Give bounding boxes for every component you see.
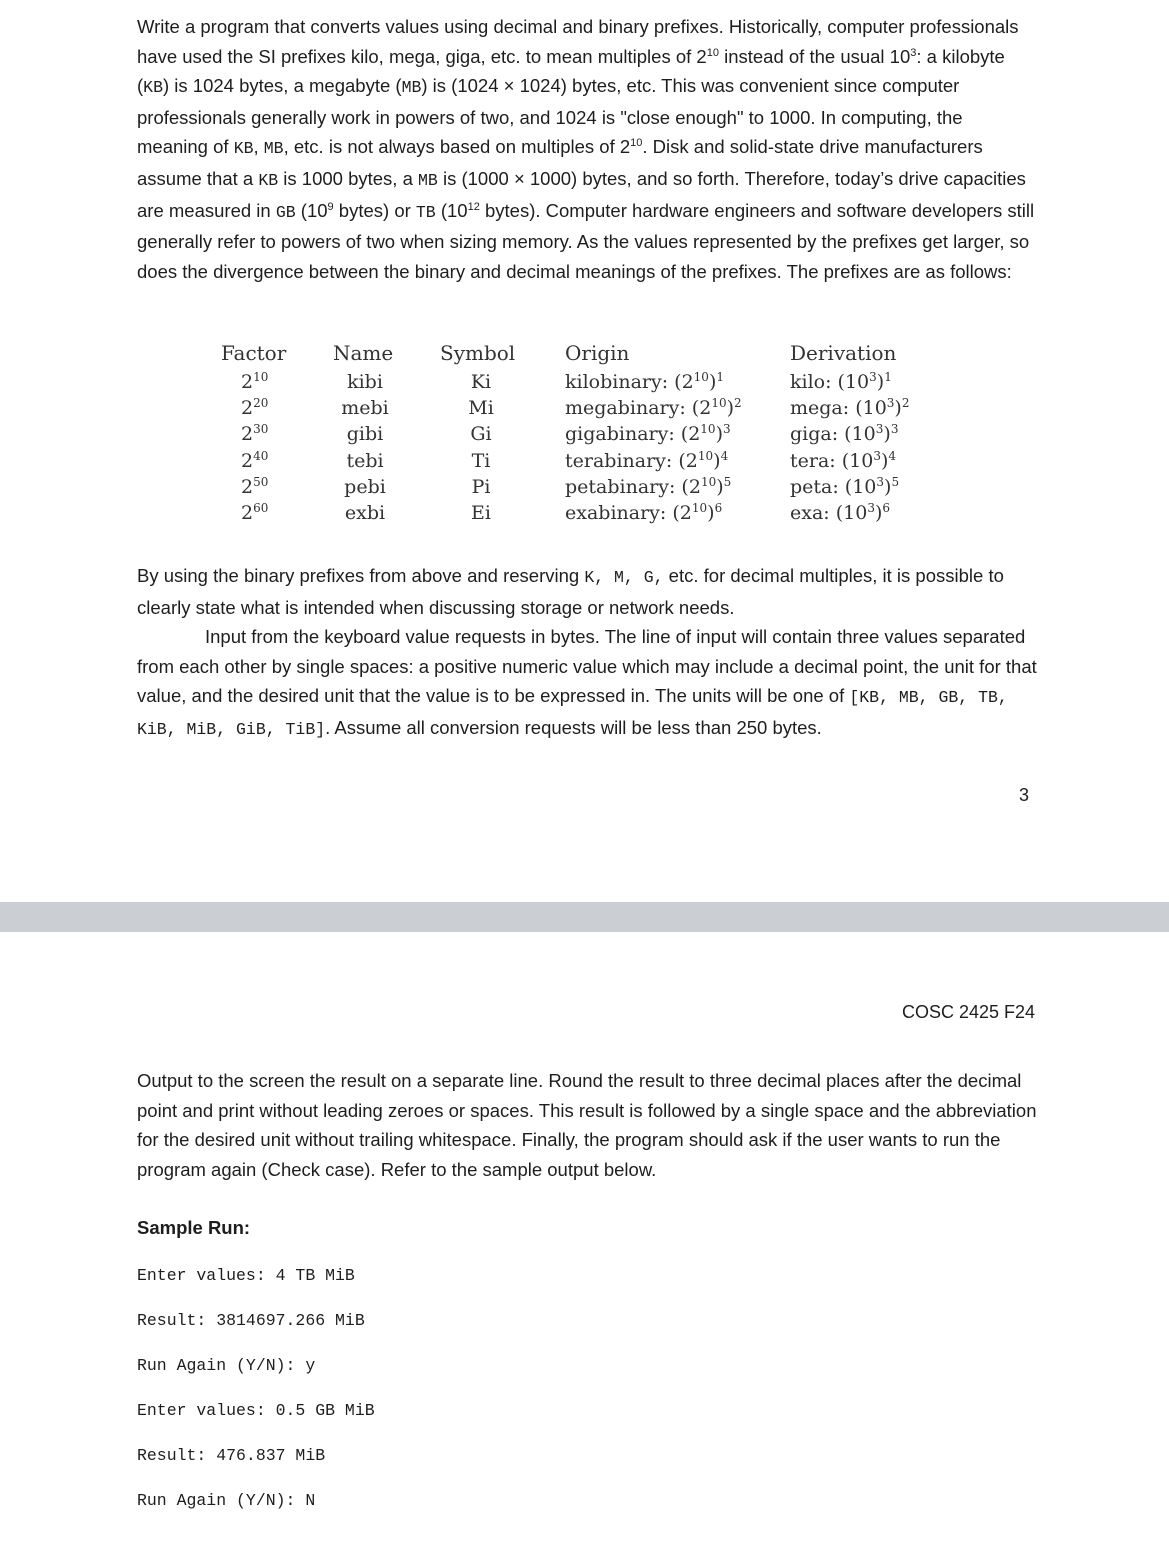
origin-cell: petabinary: $(2^{10})^5$ (565, 474, 732, 498)
sample-run-line: Run Again (Y/N): y (137, 1356, 316, 1375)
header-symbol: Symbol (440, 341, 516, 365)
header-factor: Factor (221, 341, 287, 365)
sample-run-line: Enter values: 0.5 GB MiB (137, 1401, 375, 1420)
origin-column (565, 369, 742, 526)
factor-cell: $2^{60}$ (241, 500, 269, 524)
page-separator (0, 902, 1169, 932)
symbol-cell: Gi (470, 423, 492, 446)
derivation-cell: kilo: $(10^3)^1$ (790, 370, 892, 393)
origin-cell: megabinary: $(2^{10})^2$ (565, 396, 742, 420)
output-instructions-paragraph: Output to the screen the result on a separate line. Round the result to three decimal places after the decimal point and print without leading zeroes or spaces. This result is followed by a single space and the abbreviation for the desired unit without trailing whitespace. Finally, the program should ask if the user wants to run the program again (Check case). Refer to the sample output below. (137, 1070, 1037, 1180)
page-number: 3 (1019, 785, 1030, 805)
sample-run-line: Enter values: 4 TB MiB (137, 1266, 355, 1285)
factor-cell: $2^{10}$ (241, 370, 269, 393)
header-origin: Origin (565, 341, 630, 365)
origin-cell: terabinary: $(2^{10})^4$ (565, 448, 729, 472)
name-cell: pebi (344, 475, 386, 498)
name-cell: kibi (347, 371, 383, 393)
origin-cell: exabinary: $(2^{10})^6$ (565, 500, 723, 524)
sample-run-line: Result: 3814697.266 MiB (137, 1311, 365, 1330)
derivation-cell: exa: $(10^3)^6$ (790, 500, 891, 524)
origin-cell: gigabinary: $(2^{10})^3$ (565, 422, 731, 446)
prefix-table (0, 341, 1169, 531)
derivation-column (790, 369, 909, 526)
header-derivation: Derivation (790, 341, 897, 365)
symbol-cell: Ki (470, 371, 492, 393)
name-column (333, 369, 397, 526)
document-page-2 (0, 932, 1169, 1567)
name-cell: gibi (346, 423, 384, 446)
origin-cell: kilobinary: $(2^{10})^1$ (565, 370, 725, 393)
derivation-cell: tera: $(10^3)^4$ (790, 448, 897, 472)
factor-cell: $2^{30}$ (241, 422, 269, 446)
intro-paragraph: Write a program that converts values using decimal and binary prefixes. Historically, computer professionals have used the SI prefixes kilo, mega, giga, etc. to mean multiples of $2^{10}$ instead of the usual $10^3$: a kilobyte (KB) is 1024 bytes, a megabyte (MB) is (1024 × 1024) bytes, etc. This was convenient since computer professionals generally work in powers of two, and 1024 is "close enough" to 1000. In computing, the meaning of KB, MB, etc. is not always based on multiples of $2^{10}$. Disk and solid-state drive manufacturers assume that a KB is 1000 bytes, a MB is (1000 × 1000) bytes, and so forth. Therefore, today’s drive capacities are measured in GB ($10^9$ bytes) or TB ($10^{12}$ bytes). Computer hardware engineers and software developers still generally refer to powers of two when sizing memory. As the values represented by the prefixes get larger, so does the divergence between the binary and decimal meanings of the prefixes. The prefixes are as follows: (137, 16, 1035, 282)
symbol-cell: Pi (471, 475, 491, 498)
name-cell: mebi (341, 397, 389, 420)
symbol-cell: Ei (471, 501, 491, 524)
symbol-column (440, 369, 522, 526)
symbol-cell: Ti (471, 449, 491, 472)
header-name: Name (333, 341, 394, 365)
sample-run-line: Result: 476.837 MiB (137, 1446, 326, 1465)
factor-cell: $2^{50}$ (241, 474, 269, 498)
sample-run-line: Run Again (Y/N): N (137, 1491, 316, 1510)
binary-prefix-paragraph: By using the binary prefixes from above and reserving K, M, G, etc. for decimal multiples, it is possible to clearly state what is intended when discussing storage or network needs. Input from the keyboard value requests in bytes. The line of input will contain three values separated from each other by single spaces: a positive numeric value which may include a decimal point, the unit for that value, and the desired unit that the value is to be expressed in. The units will be one of [KB, MB, GB, TB, KiB, MiB, GiB, TiB]. Assume all conversion requests will be less than 250 bytes. (137, 565, 1037, 739)
course-code-header: COSC 2425 F24 (902, 1002, 1036, 1022)
factor-cell: $2^{40}$ (241, 448, 269, 472)
derivation-cell: mega: $(10^3)^2$ (790, 396, 910, 420)
derivation-cell: giga: $(10^3)^3$ (790, 422, 899, 446)
name-cell: tebi (346, 449, 384, 472)
name-cell: exbi (344, 501, 386, 524)
derivation-cell: peta: $(10^3)^5$ (790, 474, 900, 498)
sample-run-label: Sample Run: (137, 1217, 251, 1238)
factor-column (241, 369, 268, 526)
symbol-cell: Mi (468, 397, 494, 420)
factor-cell: $2^{20}$ (241, 396, 269, 420)
